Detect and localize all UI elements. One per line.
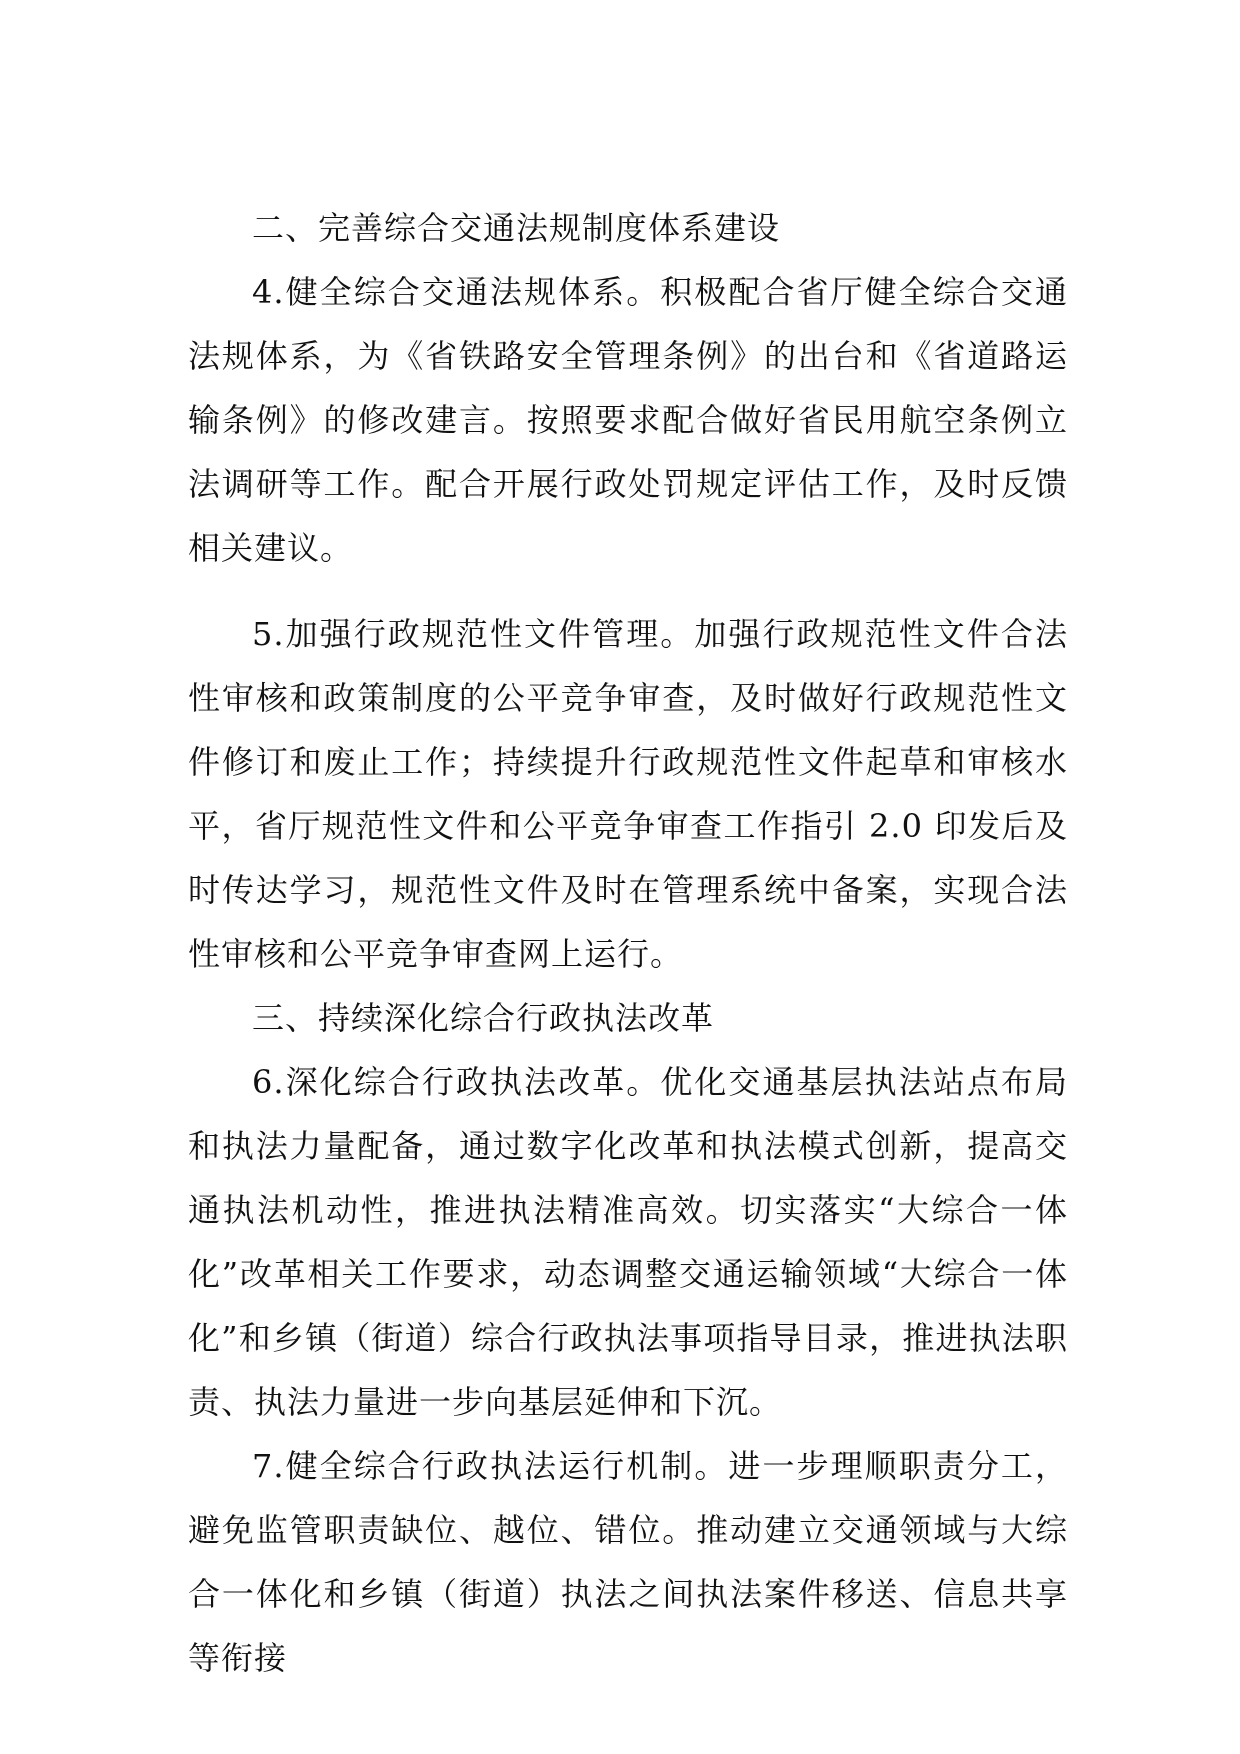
section-heading-deepen-enforcement-reform: 三、持续深化综合行政执法改革 — [252, 999, 715, 1037]
paragraph-item-4: 4.健全综合交通法规体系。积极配合省厅健全综合交通法规体系，为《省铁路安全管理条例》的出台和《省道路运输条例》的修改建言。按照要求配合做好省民用航空条例立法调研等工作。配合开展行政处罚规定评估工作，及时反馈相关建议。 — [188, 273, 1068, 567]
paragraph-item-7: 7.健全综合行政执法运行机制。进一步理顺职责分工，避免监管职责缺位、越位、错位。推动建立交通领域与大综合一体化和乡镇（街道）执法之间执法案件移送、信息共享等衔接 — [188, 1447, 1068, 1677]
document-body — [188, 196, 1068, 1690]
paragraph-item-6: 6.深化综合行政执法改革。优化交通基层执法站点布局和执法力量配备，通过数字化改革和执法模式创新，提高交通执法机动性，推进执法精准高效。切实落实“大综合一体化”改革相关工作要求，动态调整交通运输领域“大综合一体化”和乡镇（街道）综合行政执法事项指导目录，推进执法职责、执法力量进一步向基层延伸和下沉。 — [188, 1063, 1068, 1421]
paragraph-item-5: 5.加强行政规范性文件管理。加强行政规范性文件合法性审核和政策制度的公平竞争审查，及时做好行政规范性文件修订和废止工作；持续提升行政规范性文件起草和审核水平，省厅规范性文件和公平竞争审查工作指引 2.0 印发后及时传达学习，规范性文件及时在管理系统中备案，实现合法性审核和公平竞争审查网上运行。 — [188, 615, 1068, 973]
section-heading-improve-regulations: 二、完善综合交通法规制度体系建设 — [252, 209, 781, 247]
